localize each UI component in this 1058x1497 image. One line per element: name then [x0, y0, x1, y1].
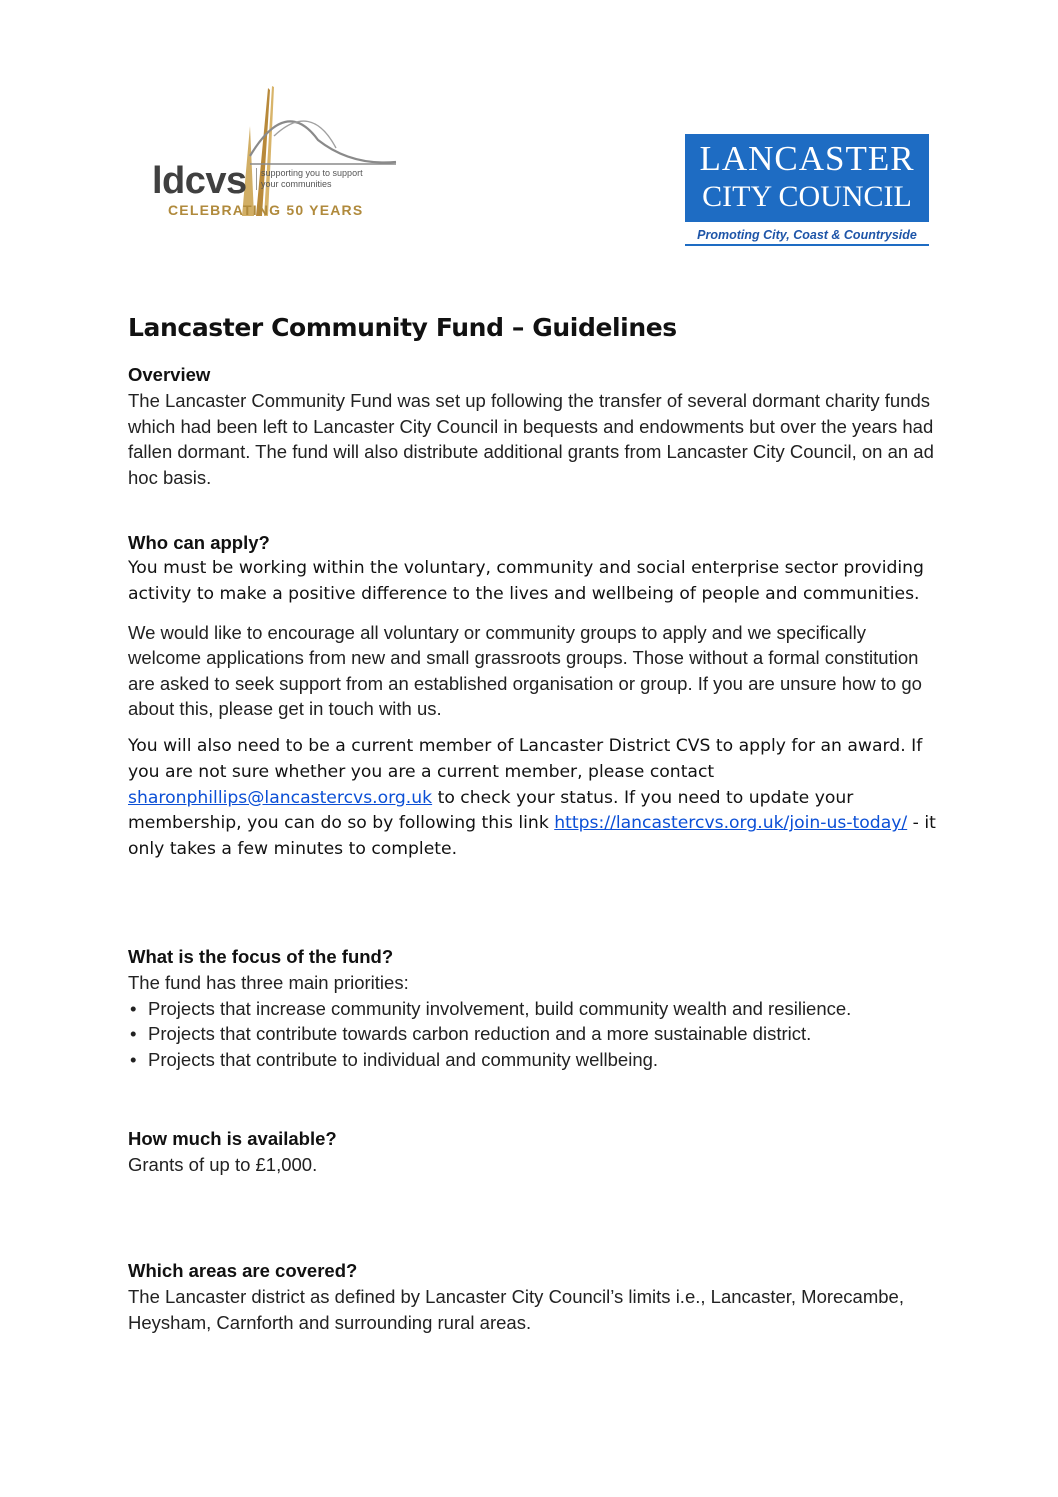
- who-can-apply-heading: Who can apply?: [128, 532, 270, 553]
- ldcvs-tagline: [256, 168, 363, 190]
- areas-heading: Which areas are covered?: [128, 1260, 358, 1281]
- lcc-strapline: Promoting City, Coast & Countryside: [685, 226, 929, 246]
- available-section: [128, 1126, 938, 1178]
- priority-text: Projects that increase community involvement, build community wealth and resilience.: [148, 997, 852, 1019]
- bullet-icon: •: [130, 997, 137, 1019]
- bullet-icon: •: [130, 1048, 137, 1070]
- membership-text: [128, 734, 938, 863]
- document-title: Lancaster Community Fund – Guidelines: [128, 313, 677, 342]
- eligibility-text: You must be working within the voluntary, community and social enterprise sector providing activity to make a positive difference to the lives and wellbeing of people and communities.: [128, 558, 924, 604]
- bullet-icon: •: [130, 1023, 137, 1045]
- focus-intro: The fund has three main priorities:: [128, 972, 409, 993]
- ldcvs-logo: [146, 86, 406, 222]
- lcc-logo-line2: CITY COUNCIL: [702, 180, 912, 213]
- ldcvs-wordmark: ldcvs: [152, 160, 247, 202]
- focus-section: [128, 944, 938, 1072]
- who-can-apply-section: [128, 530, 938, 863]
- encouragement-text: We would like to encourage all voluntary or community groups to apply and we specifically welcome applications from new and small grassroots groups. Those without a formal constitution are asked to seek support from an established organisation or group. If you are unsure how to go about this, please get in touch with us.: [128, 621, 922, 720]
- ldcvs-tagline-line2: your communities: [261, 179, 332, 189]
- membership-text-part3: - it only takes a few minutes to complete.: [128, 813, 936, 860]
- overview-heading: Overview: [128, 364, 211, 385]
- priority-text: Projects that contribute to individual and community wellbeing.: [148, 1048, 659, 1070]
- membership-text-part2: to check your status. If you need to update your membership, you can do so by following this link: [128, 787, 854, 834]
- membership-text-part1: You will also need to be a current member of Lancaster District CVS to apply for an award. If you are not sure whether you are a current member, please contact: [128, 735, 923, 782]
- priority-item: [128, 1047, 938, 1073]
- areas-text: The Lancaster district as defined by Lancaster City Council’s limits i.e., Lancaster, Morecambe, Heysham, Carnforth and surrounding rural areas.: [128, 1286, 904, 1333]
- priorities-list: [128, 996, 938, 1073]
- priority-item: [128, 1021, 938, 1047]
- priority-item: [128, 996, 938, 1022]
- ldcvs-tagline-line1: supporting you to support: [261, 168, 363, 178]
- priority-text: Projects that contribute towards carbon reduction and a more sustainable district.: [148, 1023, 812, 1045]
- focus-heading: What is the focus of the fund?: [128, 946, 394, 967]
- join-us-link[interactable]: https://lancastercvs.org.uk/join-us-today/: [554, 813, 908, 834]
- ldcvs-celebrating-text: CELEBRATING 50 YEARS: [168, 202, 364, 218]
- available-heading: How much is available?: [128, 1128, 337, 1149]
- lancaster-city-council-logo: [685, 134, 929, 222]
- areas-section: [128, 1258, 938, 1335]
- email-link[interactable]: sharonphillips@lancastercvs.org.uk: [128, 787, 433, 808]
- available-text: Grants of up to £1,000.: [128, 1154, 318, 1175]
- overview-section: [128, 362, 938, 490]
- overview-text: The Lancaster Community Fund was set up following the transfer of several dormant charity funds which had been left to Lancaster City Council in bequests and endowments but over the years had fallen dormant. The fund will also distribute additional grants from Lancaster City Council, on an ad hoc basis.: [128, 390, 934, 488]
- lcc-logo-line1: LANCASTER: [699, 139, 915, 178]
